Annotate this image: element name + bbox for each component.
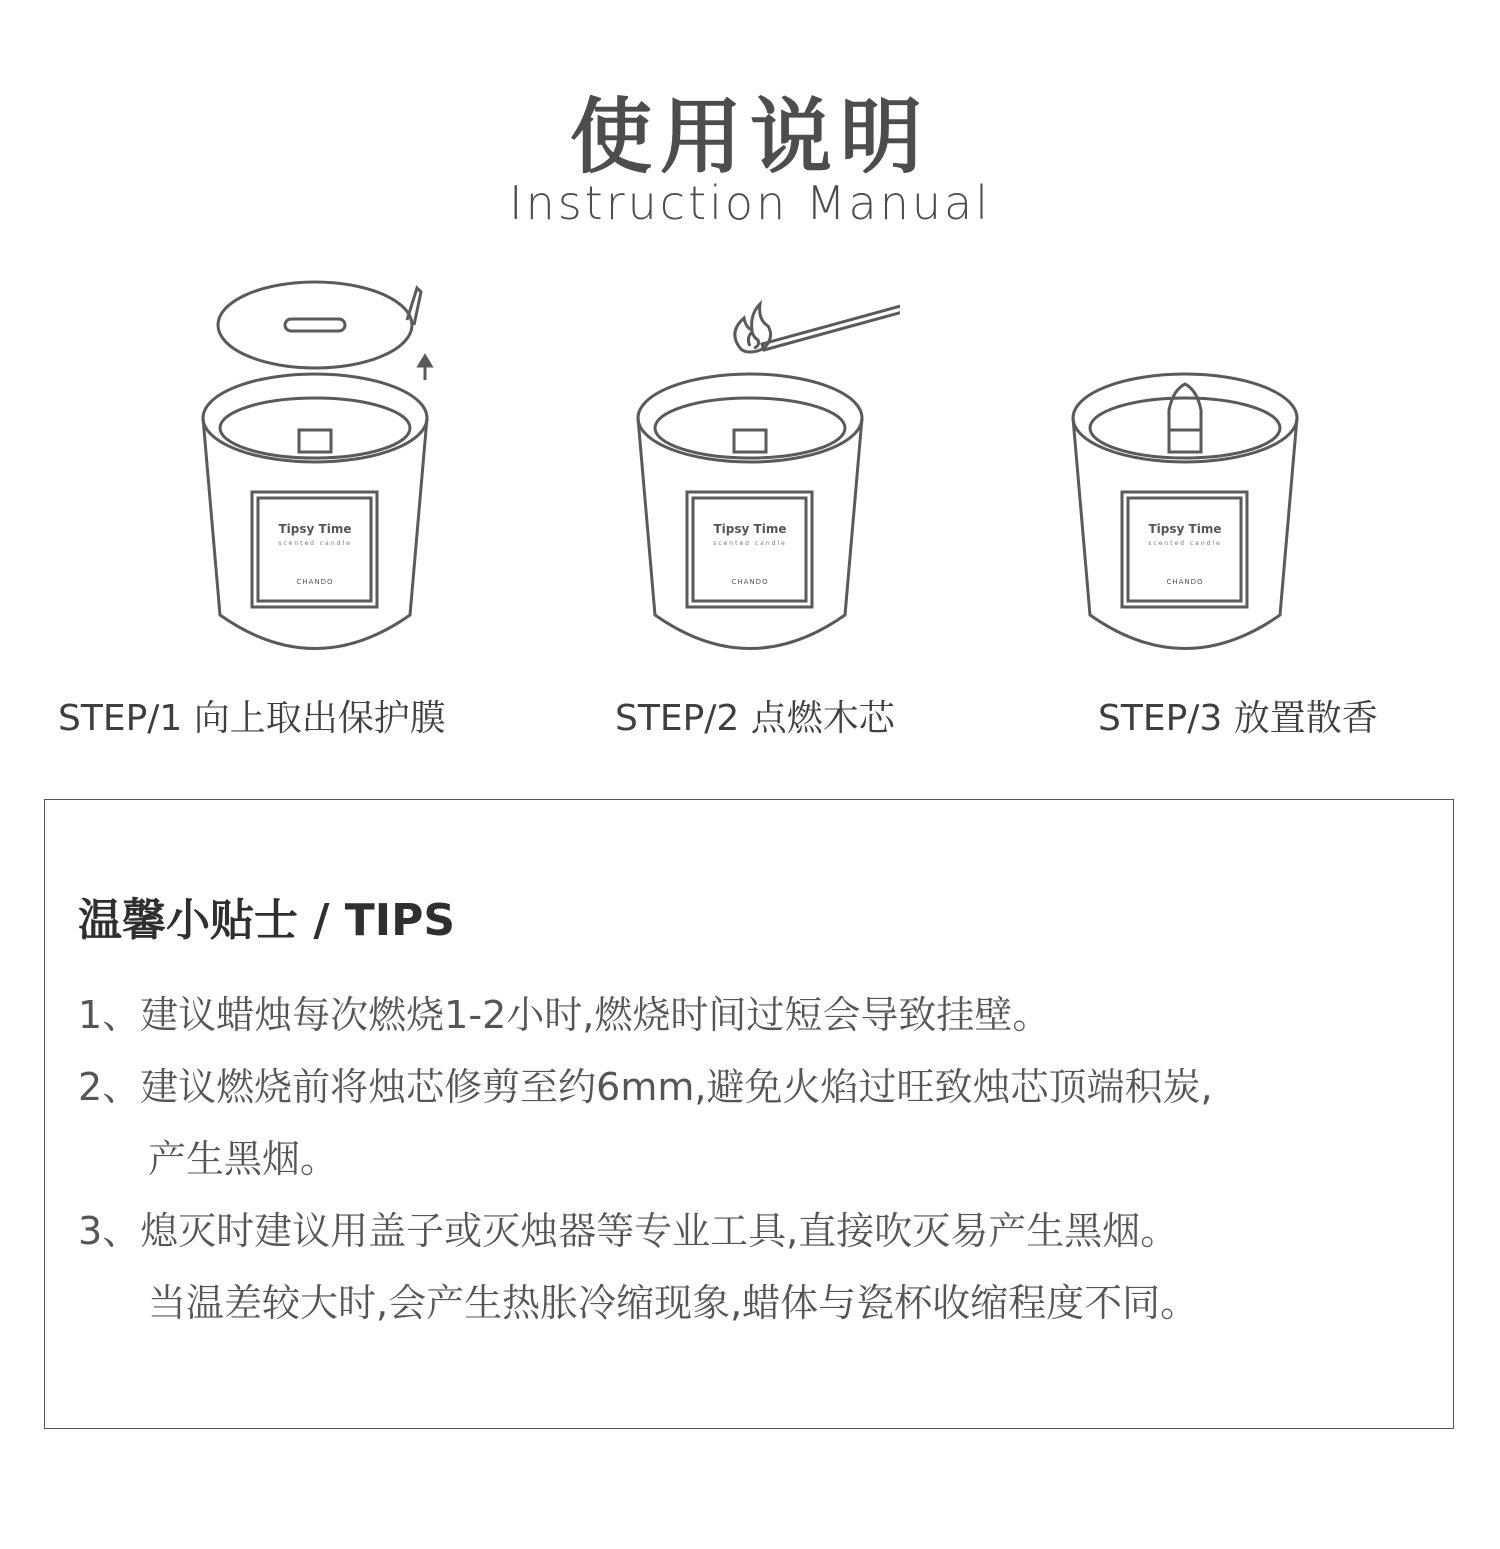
step3-label: STEP/3 放置散香 xyxy=(1098,698,1378,739)
tip-item-1-line-1: 1、建议蜡烛每次燃烧1-2小时,燃烧时间过短会导致挂壁。 xyxy=(78,993,1051,1037)
candle-label-name: Tipsy Time xyxy=(713,522,787,536)
page-title-cn: 使用说明 xyxy=(569,89,930,185)
step3-candle-label xyxy=(1035,270,1335,670)
candle-label-subtitle: scented candle xyxy=(1148,540,1222,547)
candle-label-brand: CHANDO xyxy=(296,578,334,586)
step2-candle-label xyxy=(600,270,900,670)
candle-label-brand: CHANDO xyxy=(1166,578,1204,586)
tips-title: 温馨小贴士 / TIPS xyxy=(78,895,456,946)
tip-item-2-line-2: 产生黑烟。 xyxy=(148,1137,339,1181)
step1-label: STEP/1 向上取出保护膜 xyxy=(58,698,446,739)
candle-label-subtitle: scented candle xyxy=(278,540,352,547)
candle-label-subtitle: scented candle xyxy=(713,540,787,547)
candle-label-name: Tipsy Time xyxy=(278,522,352,536)
step1-candle-label xyxy=(165,270,465,670)
page-title-en: Instruction Manual xyxy=(509,176,991,230)
candle-label-brand: CHANDO xyxy=(731,578,769,586)
step2-label: STEP/2 点燃木芯 xyxy=(615,698,895,739)
tip-item-3-line-2: 当温差较大时,会产生热胀冷缩现象,蜡体与瓷杯收缩程度不同。 xyxy=(148,1281,1199,1325)
tip-item-3-line-1: 3、熄灭时建议用盖子或灭烛器等专业工具,直接吹灭易产生黑烟。 xyxy=(78,1209,1179,1253)
candle-label-name: Tipsy Time xyxy=(1148,522,1222,536)
tip-item-2-line-1: 2、建议燃烧前将烛芯修剪至约6mm,避免火焰过旺致烛芯顶端积炭, xyxy=(78,1065,1213,1109)
